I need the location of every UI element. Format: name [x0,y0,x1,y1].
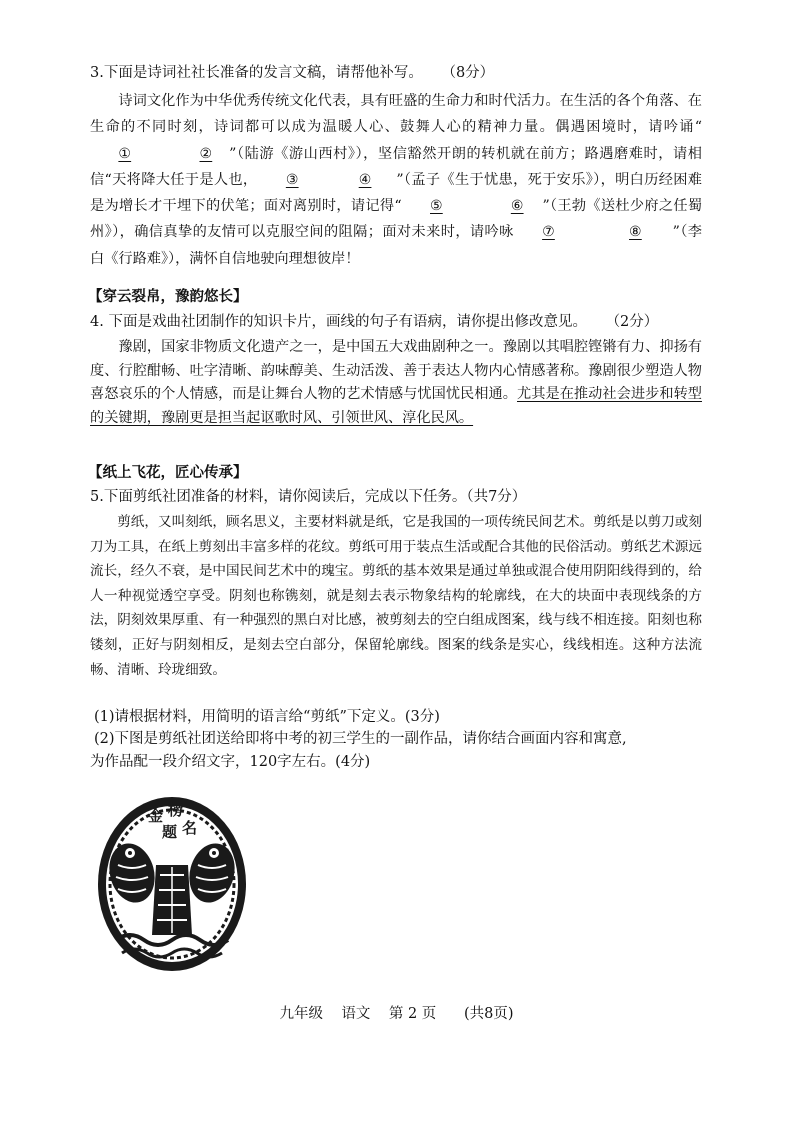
footer-grade: 九年级 [279,1006,323,1022]
page-footer [0,1002,793,1023]
blank-4[interactable] [330,167,396,193]
blank-4-marker: ④ [358,171,372,188]
q3-passage-part5: ”（李白《行路难》），满怀自信地驶向理想彼岸！ [90,224,702,267]
q5-stem: 5.下面剪纸社团准备的材料，请你阅读后，完成以下任务。（共7分） [90,489,527,505]
section-heading-papercut: 【纸上飞花，匠心传承】 [88,464,248,481]
blank-3[interactable] [257,167,325,193]
q4-text: 豫剧，国家非物质文化遗产之一，是中国五大戏曲剧种之一。豫剧以其唱腔铿锵有力、抑扬有度、行腔酣畅、吐字清晰、韵味醇美、生动活泼、善于表达人物内心情感著称。豫剧很少塑造人物喜怒哀乐的个人情感，而是让舞台人物的艺术情感与忧国忧民相通。 [90,339,702,403]
blank-6-marker: ⑥ [510,198,524,215]
blank-5[interactable] [402,193,478,219]
q5-task2-line1: (2)下图是剪纸社团送给即将中考的初三学生的一副作品，请你结合画面内容和寓意, [94,731,627,747]
blank-7[interactable] [514,219,596,245]
q5-passage: 剪纸，又叫刻纸，顾名思义，主要材料就是纸，它是我国的一项传统民间艺术。剪纸是以剪刀或刻刀为工具，在纸上剪刻出丰富多样的花纹。剪纸可用于装点生活或配合其他的民俗活动。剪纸艺术源远流长，经久不衰，是中国民间艺术中的瑰宝。剪纸的基本效果是通过单独或混合使用阴阳线得到的，给人一种视觉透空享受。阴刻也称镌刻，就是刻去表示物象结构的轮廓线，在大的块面中表现线条的方法，阴刻效果厚重、有一种强烈的黑白对比感，被剪刻去的空白组成图案，线与线不相连接。阳刻也称镂刻，正好与阴刻相反，是刻去空白部分，保留轮廓线。图案的线条是实心，线线相连。这种方法流畅、清晰、玲珑细致。 [90,514,702,678]
q4-stem [90,312,658,332]
blank-5-marker: ⑤ [430,198,443,215]
footer-page: 第 2 页 [388,1006,437,1022]
blank-8-marker: ⑧ [629,224,642,241]
blank-2[interactable] [171,141,229,167]
papercut-char-1: 金 [148,807,164,825]
papercut-char-2: 榜 [168,801,184,819]
blank-6[interactable] [482,193,542,219]
q3-passage-part2: ”（陆游《游山西村》），坚信豁然开朗的转机就在前方；路遇磨难时，请相信“天将降大任于是人也， [90,145,702,188]
blank-2-marker: ② [199,145,213,162]
blank-7-marker: ⑦ [542,224,555,241]
q4-stem-text: 4. 下面是戏曲社团制作的知识卡片，画线的句子有语病，请你提出修改意见。 [90,314,587,330]
papercut-artwork [96,795,248,973]
blank-8[interactable] [601,219,673,245]
q3-passage-part3: ”（孟子《生于忧患，死于安乐》），明白历经困难是为增长才干埋下的伏笔；面对离别时，请记得“ [90,171,702,215]
blank-1[interactable] [90,141,166,167]
blank-3-marker: ③ [285,171,299,188]
papercut-char-3: 题 [162,823,178,841]
q3-passage-part1: 诗词文化作为中华优秀传统文化代表，具有旺盛的生命力和时代活力。在生活的各个角落、在生命的不同时刻，诗词都可以成为温暖人心、鼓舞人心的精神力量。偶遇困境时，请吟诵“ [90,93,702,136]
q3-stem [90,63,494,83]
q3-passage-part4: ”（王勃《送杜少府之任蜀州》），确信真挚的友情可以克服空间的阻隔；面对未来时，请吟咏 [90,198,703,241]
footer-subject: 语文 [341,1006,371,1022]
q3-passage [90,88,702,272]
q4-underlined-sentence: 尤其是在推动社会进步和转型的关键期，豫剧更是担当起讴歌时风、引领世风、淳化民风。 [90,386,702,426]
q3-stem-text: 3.下面是诗词社社长准备的发言文稿，请帮他补写。 [90,65,423,81]
papercut-char-4: 名 [182,819,198,837]
q3-score: （8分） [441,65,495,81]
q5-task2-line2: 为作品配一段介绍文字，120字左右。(4分) [90,754,371,770]
blank-1-marker: ① [118,145,132,162]
q5-task1: (1)请根据材料，用简明的语言给“剪纸”下定义。(3分) [94,709,440,725]
central-vase [152,865,192,935]
footer-total: (共8页) [463,1006,514,1022]
q4-score: （2分） [605,314,659,330]
section-heading-yuju: 【穿云裂帛，豫韵悠长】 [88,288,248,305]
q4-passage [90,336,702,430]
